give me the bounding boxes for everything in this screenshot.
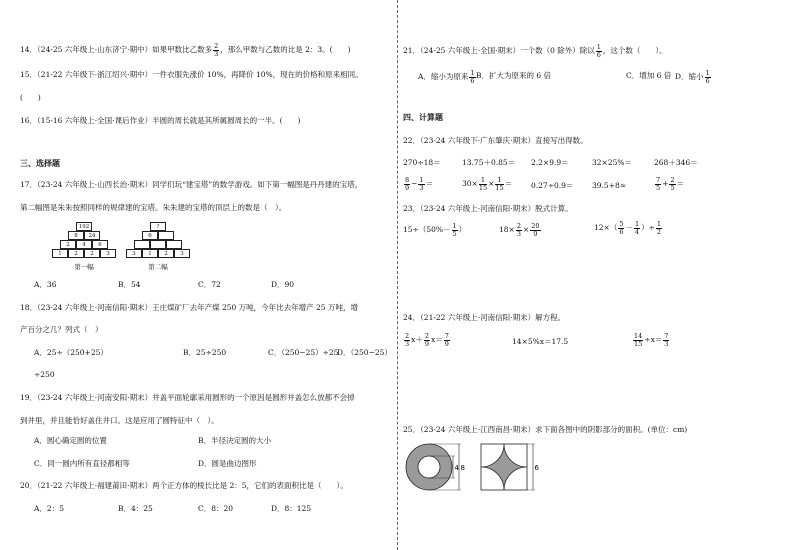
q23-e2-frac-1 <box>516 223 522 237</box>
pyramid-figure-1 <box>51 222 119 274</box>
q20-option-b[interactable]: B．4：25 <box>118 504 153 513</box>
question-23: 23．（23-24 六年级上·河南信阳·期末）脱式计算。 <box>403 204 573 213</box>
pyramid1-cell: 8 <box>68 231 84 240</box>
q24-equation-3 <box>632 333 670 347</box>
pyramid1-cell: 4 <box>76 240 92 249</box>
q24-e1-frac-1 <box>404 333 410 347</box>
question-14 <box>20 43 351 57</box>
denominator: 5 <box>670 183 675 192</box>
numerator: 14 <box>634 332 643 340</box>
pyramid2-cell <box>134 240 150 249</box>
question-15-answer-paren: ( ) <box>20 93 41 102</box>
q19-option-a[interactable]: A．圆心确定圆的位置 <box>34 436 107 445</box>
pyramid1-cell: 3 <box>100 249 116 258</box>
q24-e3-frac-2 <box>663 333 669 347</box>
operator: − <box>411 179 418 188</box>
q22-expr-10 <box>654 177 684 191</box>
numerator: 1 <box>452 222 457 230</box>
denominator: 5 <box>452 229 457 238</box>
q22-expr-3: 2.2×9.9＝ <box>531 158 569 167</box>
pyramid1-cell: 2 <box>68 249 84 258</box>
q18-option-d-wrap: ÷250 <box>34 370 55 379</box>
q22-expr-7 <box>462 177 512 191</box>
pyramid2-cell: 3 <box>174 249 190 258</box>
denominator: 5 <box>656 183 661 192</box>
q18-option-b[interactable]: B．25÷250 <box>183 348 227 357</box>
q23-e3-frac-3 <box>656 221 662 235</box>
pyramid1-cell: 6 <box>92 240 108 249</box>
q22-expr-6 <box>403 177 433 191</box>
question-16: 16．（15-16 六年级上·全国·课后作业）半圆的周长就是其所属圆周长的一半。( ) <box>20 116 301 125</box>
equals: ＝ <box>425 179 434 188</box>
pyramid1-cell: 2 <box>84 249 100 258</box>
q21-option-b[interactable]: B．扩大为原来的 6 倍 <box>476 71 552 80</box>
denominator: 3 <box>419 183 424 192</box>
q22-expr-5: 268＋346＝ <box>654 158 698 167</box>
q14-fraction <box>213 43 219 57</box>
q21-option-a-fraction <box>469 70 475 84</box>
pyramid2-cell: 2 <box>158 249 174 258</box>
denominator: 6 <box>619 227 624 236</box>
question-20: 20．（21-22 六年级上·福建莆田·期末）两个正方体的棱长比是 2：5，它们的表面积比是（ ）。 <box>20 481 348 490</box>
q22-e10-frac-2 <box>669 177 675 191</box>
outer-diameter-label: 8 <box>460 464 465 472</box>
q21-option-a-denominator: 6 <box>470 76 475 85</box>
term: ÷x＝ <box>644 335 663 344</box>
prefix: 18× <box>499 225 515 234</box>
denominator: 4 <box>634 227 640 236</box>
q23-expr-1 <box>403 223 466 237</box>
numerator: 7 <box>444 332 449 340</box>
annulus-figure <box>403 440 473 496</box>
q19-option-d[interactable]: D．圆是曲边图形 <box>198 459 257 468</box>
q22-e6-frac-2 <box>418 177 424 191</box>
question-15: 15．（21-22 六年级下·浙江绍兴·期中）一件衣服先涨价 10%，再降价 10%，现在的价格和原来相同。 <box>20 70 363 79</box>
q23-expr-3 <box>594 221 663 235</box>
q14-frac-denominator: 3 <box>214 49 219 58</box>
denominator: 9 <box>533 229 538 238</box>
q20-option-c[interactable]: C．8：20 <box>198 504 234 513</box>
numerator: 20 <box>531 222 540 230</box>
pyramid1-cell: 1 <box>52 249 68 258</box>
question-17-line2: 第二幅图是朱朱按照同样的规律建的宝塔。朱朱建的宝塔的顶层上的数是（ ）。 <box>20 203 287 212</box>
operator: － <box>625 223 633 232</box>
column-divider <box>397 0 398 550</box>
q22-expr-8: 0.27÷0.9＝ <box>531 181 574 190</box>
question-17-line1: 17．（23-24 六年级上·山西长治·期末）同学们玩“建宝塔”的数学游戏。如下第一幅图是丹丹建的宝塔， <box>20 180 363 189</box>
q24-equation-1 <box>403 333 451 347</box>
q21-option-d-denominator: 6 <box>705 76 710 85</box>
operator: × <box>522 225 530 234</box>
q21-option-a[interactable] <box>418 70 477 84</box>
denominator: 15 <box>478 183 488 192</box>
numerator: 2 <box>405 332 410 340</box>
prefix: 12×（ <box>594 223 618 232</box>
denominator: 9 <box>405 183 410 192</box>
operator: + <box>662 179 669 188</box>
q21-fraction <box>596 44 602 58</box>
pyramid2-cell: ? <box>150 222 166 231</box>
q17-option-c[interactable]: C．72 <box>198 280 221 289</box>
pyramid1-cell: 24 <box>84 231 100 240</box>
numerator: 8 <box>405 176 410 184</box>
denominator: 3 <box>405 339 410 348</box>
q21-option-c[interactable]: C．增加 6 倍 <box>626 71 672 80</box>
question-22: 22．（23-24 六年级下·广东肇庆·期末）直接写出得数。 <box>403 136 588 145</box>
q22-e7-frac-2 <box>495 177 503 191</box>
annulus-inner-circle <box>418 456 440 478</box>
question-19-line2: 到井里，并且能恰好盖住井口。这是应用了圆特征中（ ）。 <box>20 416 219 425</box>
pyramid2-caption: 第二幅 <box>148 263 168 271</box>
q21-option-a-numerator: 1 <box>470 69 475 77</box>
q24-e3-frac-1 <box>633 333 643 347</box>
question-18-line1: 18．（23-24 六年级上·河南信阳·期末）王庄煤矿厂去年产煤 250 万吨，今年比去年增产 25 万吨，增 <box>20 303 358 312</box>
q24-e1-frac-2 <box>424 333 430 347</box>
q14-frac-numerator: 2 <box>214 42 219 50</box>
prefix: 15÷（50%－ <box>403 225 451 234</box>
q21-frac-denominator: 6 <box>596 50 601 59</box>
denominator: 9 <box>424 339 430 348</box>
question-19-line1: 19．（23-24 六年级上·河南安阳·期末）井盖平面轮廓采用圆形的一个原因是圆形井盖怎么放都不会掉 <box>20 393 355 402</box>
q21-option-a-text: A．缩小为原来 <box>418 72 469 81</box>
pyramid2-cell: 1 <box>142 249 158 258</box>
q23-e1-frac <box>452 223 458 237</box>
q19-option-c[interactable]: C．同一圆内所有直径都相等 <box>34 459 130 468</box>
pyramid2-cell <box>158 231 174 240</box>
q22-e10-frac-1 <box>655 177 661 191</box>
q23-expr-2 <box>499 223 542 237</box>
numerator: 2 <box>670 176 675 184</box>
q22-e6-frac-1 <box>404 177 410 191</box>
numerator: 7 <box>656 176 661 184</box>
equals: ＝ <box>676 179 685 188</box>
q23-e2-frac-2 <box>530 223 540 237</box>
q14-text: 14．（24-25 六年级上·山东济宁·期中）如果甲数比乙数多 <box>20 45 213 54</box>
q22-expr-4: 32×25%＝ <box>592 158 632 167</box>
q22-expr-2: 13.75＋0.85＝ <box>462 158 516 167</box>
pyramid2-cell <box>166 240 182 249</box>
pyramid1-cell: 2 <box>60 240 76 249</box>
numerator: 7 <box>664 332 669 340</box>
section-3-heading: 三、选择题 <box>20 158 60 168</box>
denominator: 3 <box>664 339 669 348</box>
term: x＝ <box>431 335 443 344</box>
suffix: ） <box>458 225 467 234</box>
q20-option-a[interactable]: A．2：5 <box>34 504 64 513</box>
q17-option-d[interactable]: D．90 <box>271 280 295 289</box>
numerator: 1 <box>419 176 424 184</box>
numerator: 1 <box>479 177 487 185</box>
q18-option-a[interactable]: A．25÷（250+25） <box>34 348 108 357</box>
q22-e7-frac-1 <box>479 177 487 191</box>
q21-frac-numerator: 1 <box>596 43 601 51</box>
prefix: 30× <box>462 179 478 188</box>
question-24: 24．（21-22 六年级上·河南信阳·期末）解方程。 <box>403 313 566 322</box>
pyramid-figure-2 <box>125 222 193 274</box>
q18-option-d[interactable]: D．（250−25） <box>337 348 392 357</box>
square-quarter-circles-figure <box>478 440 548 496</box>
q24-e1-frac-3 <box>444 333 450 347</box>
q17-option-a[interactable]: A．36 <box>34 280 57 289</box>
numerator: 2 <box>424 332 430 340</box>
q22-expr-1: 270÷18＝ <box>403 158 441 167</box>
pyramid2-cell: 6 <box>142 231 158 240</box>
denominator: 15 <box>495 183 504 192</box>
pyramid1-cell: 192 <box>76 222 92 231</box>
q18-option-c[interactable]: C．（250−25）÷25 <box>268 348 339 357</box>
numerator: 1 <box>634 220 640 228</box>
denominator: 15 <box>634 339 643 348</box>
denominator: 2 <box>656 227 662 236</box>
q17-option-b[interactable]: B．54 <box>118 280 141 289</box>
operator: × <box>488 179 495 188</box>
inner-diameter-label: 4 <box>454 464 459 472</box>
q21-text-end: ，这个数（ ）。 <box>602 46 667 55</box>
q21-text: 21．（24-25 六年级上·全国·期末）一个数（0 除外）除以 <box>403 46 595 55</box>
q21-option-d[interactable] <box>675 70 712 84</box>
q21-option-d-text: D．缩小 <box>675 72 704 81</box>
pyramid2-cell <box>150 240 166 249</box>
numerator: 2 <box>516 222 521 230</box>
equals: ＝ <box>504 179 513 188</box>
side-length-label: 6 <box>534 464 539 472</box>
q21-option-d-numerator: 1 <box>705 69 710 77</box>
q22-expr-9: 39.5+8≈ <box>592 181 627 190</box>
pyramid2-cell: 3 <box>126 249 142 258</box>
q21-option-d-fraction <box>705 70 711 84</box>
q23-e3-frac-2 <box>634 221 640 235</box>
q23-e3-frac-1 <box>618 221 624 235</box>
middle: ）÷ <box>641 223 655 232</box>
denominator: 9 <box>444 339 449 348</box>
question-25: 25．（23-24 六年级上·江西南昌·期末）求下面各图中的阴影部分的面积。(单位：cm) <box>403 425 688 434</box>
numerator: 1 <box>656 220 662 228</box>
q14-text-end: ，那么甲数与乙数的比是 2：3。( ) <box>220 45 351 54</box>
question-18-line2: 产百分之几？列式（ ） <box>20 325 103 334</box>
q19-option-b[interactable]: B．半径决定圆的大小 <box>198 436 272 445</box>
numerator: 5 <box>619 220 624 228</box>
section-4-heading: 四、计算题 <box>403 112 443 122</box>
numerator: 1 <box>495 177 503 185</box>
q24-equation-2: 14×5%x＝17.5 <box>512 337 569 346</box>
denominator: 3 <box>516 229 521 238</box>
q20-option-d[interactable]: D．8：125 <box>271 504 312 513</box>
question-21 <box>403 44 667 58</box>
term: x＋ <box>411 335 423 344</box>
pyramid1-caption: 第一幅 <box>74 263 94 271</box>
